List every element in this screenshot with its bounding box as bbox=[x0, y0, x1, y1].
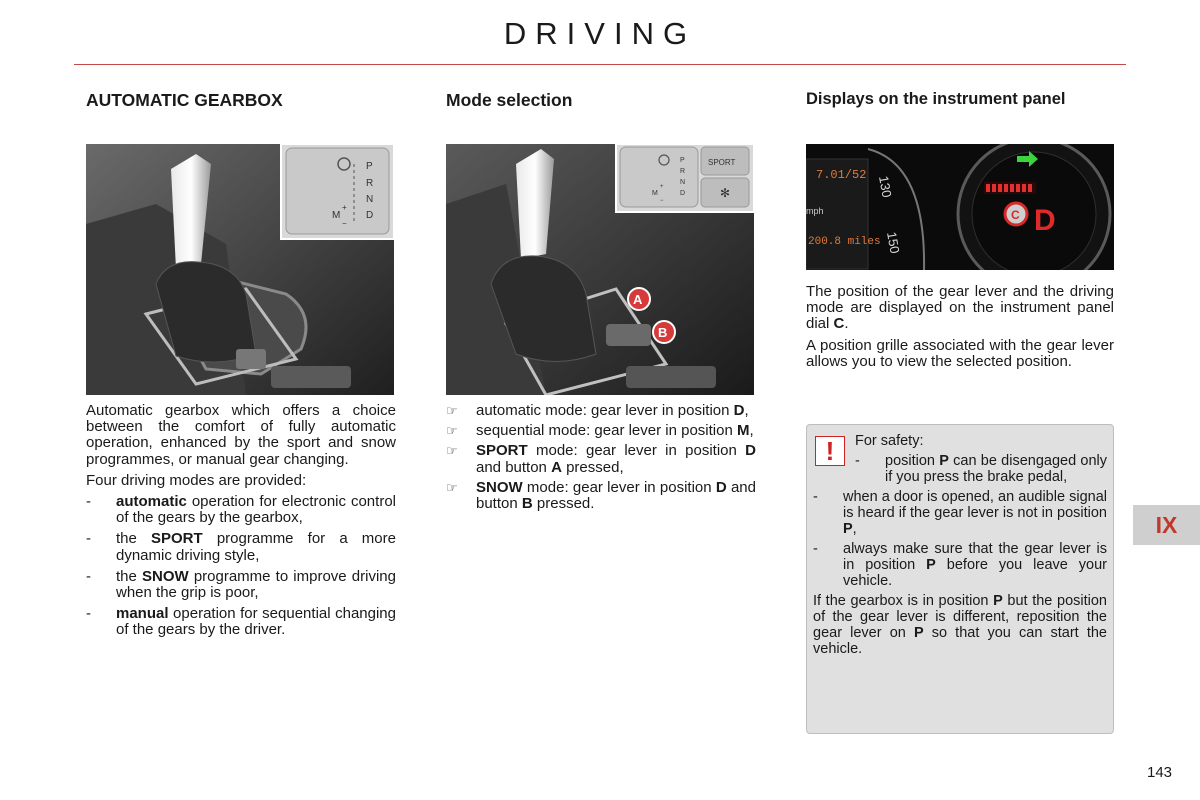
safety-list bbox=[813, 453, 1107, 589]
gear-lever-photo bbox=[86, 144, 394, 395]
instrument-panel-text bbox=[806, 284, 1114, 370]
gate-label-plus: + bbox=[342, 203, 347, 212]
mode-selection-text bbox=[446, 403, 756, 512]
column-instrument-panel bbox=[806, 90, 1114, 375]
gate-label-m: M bbox=[332, 210, 341, 221]
safety-intro: For safety: bbox=[855, 433, 924, 449]
page-title: DRIVING bbox=[503, 16, 697, 51]
dash-icon: - bbox=[86, 530, 91, 548]
gate-label-minus: − bbox=[660, 198, 664, 204]
list-item: - always make sure that the gear lever is in position P before you leave your vehicle. bbox=[813, 541, 1107, 589]
sport-button-label: SPORT bbox=[708, 158, 736, 167]
section-heading-automatic-gearbox: AUTOMATIC GEARBOX bbox=[86, 90, 283, 110]
modes-list bbox=[86, 494, 396, 639]
pointing-hand-icon: ☞ bbox=[446, 403, 458, 418]
gate-label-r: R bbox=[680, 168, 686, 175]
pointing-hand-icon: ☞ bbox=[446, 443, 458, 459]
instrument-panel-illustration bbox=[806, 144, 1114, 270]
title-rule bbox=[74, 64, 1126, 65]
gear-display: D bbox=[1034, 204, 1056, 237]
list-item: - manual operation for sequential changing of the gears by the driver. bbox=[86, 605, 396, 639]
gate-label-plus: + bbox=[660, 184, 664, 190]
odometer-trip: 7.01/52 bbox=[816, 168, 867, 182]
list-item: - the SNOW programme to improve driving when the grip is poor, bbox=[86, 567, 396, 602]
gate-label-n: N bbox=[366, 194, 374, 205]
gate-label-d: D bbox=[680, 190, 686, 197]
grille-paragraph: A position grille associated with the gear lever allows you to view the selected position. bbox=[806, 336, 1114, 370]
mode-list bbox=[446, 403, 756, 512]
safety-note: If the gearbox is in position P but the position of the gear lever is different, reposition the gear lever on P so that you can start the vehicle. bbox=[813, 593, 1107, 657]
speed-unit: mph bbox=[806, 206, 824, 216]
section-heading-instrument-panel: Displays on the instrument panel bbox=[806, 90, 1066, 108]
list-item: - position P can be disengaged only if you press the brake pedal, bbox=[855, 453, 1107, 485]
gate-label-r: R bbox=[366, 178, 374, 189]
page-number: 143 bbox=[1147, 764, 1173, 781]
dash-icon: - bbox=[855, 453, 860, 469]
gear-lever-illustration bbox=[86, 144, 394, 395]
modes-intro: Four driving modes are provided: bbox=[86, 471, 307, 489]
list-item: - automatic operation for electronic control of the gears by the gearbox, bbox=[86, 493, 396, 527]
snow-icon: ✻ bbox=[720, 186, 731, 200]
speed-label-130: 130 bbox=[876, 174, 895, 199]
mode-buttons-illustration bbox=[446, 144, 754, 395]
column-mode-selection bbox=[446, 90, 756, 516]
gate-label-m: M bbox=[652, 190, 658, 197]
marker-b: B bbox=[658, 325, 668, 340]
safety-warning-box bbox=[806, 424, 1114, 734]
gate-label-n: N bbox=[680, 179, 686, 186]
list-item: - when a door is opened, an audible signal is heard if the gear lever is not in position P, bbox=[813, 489, 1107, 537]
display-paragraph: The position of the gear lever and the driving mode are displayed on the instrument panel dial C. bbox=[806, 283, 1114, 333]
mode-buttons-photo bbox=[446, 144, 754, 395]
automatic-gearbox-text bbox=[86, 403, 396, 639]
gate-label-minus: − bbox=[342, 219, 347, 228]
warning-icon: ! bbox=[815, 436, 845, 466]
dash-icon: - bbox=[813, 541, 818, 557]
list-item: ☞ SPORT mode: gear lever in position D and button A pressed, bbox=[446, 442, 756, 476]
list-item: ☞ SNOW mode: gear lever in position D and button B pressed. bbox=[446, 478, 756, 513]
dash-icon: - bbox=[86, 493, 91, 511]
section-heading-mode-selection: Mode selection bbox=[446, 90, 573, 110]
chapter-tab: IX bbox=[1133, 505, 1200, 545]
intro-paragraph: Automatic gearbox which offers a choice between the comfort of fully automatic operation, enhanced by the sport and snow programmes, or manual gear changing. bbox=[86, 402, 396, 468]
pointing-hand-icon: ☞ bbox=[446, 423, 458, 439]
list-item: - the SPORT programme for a more dynamic driving style, bbox=[86, 530, 396, 564]
list-item: ☞ sequential mode: gear lever in position M, bbox=[446, 422, 754, 440]
marker-a: A bbox=[633, 292, 643, 307]
gate-label-d: D bbox=[366, 210, 374, 221]
speed-label-150: 150 bbox=[884, 230, 903, 255]
instrument-panel-photo bbox=[806, 144, 1114, 270]
pointing-hand-icon: ☞ bbox=[446, 479, 458, 495]
column-automatic-gearbox bbox=[86, 90, 396, 644]
gate-label-p: P bbox=[680, 157, 685, 164]
marker-c: C bbox=[1011, 208, 1020, 222]
dash-icon: - bbox=[86, 567, 91, 585]
dash-icon: - bbox=[813, 489, 818, 505]
odometer-total: 200.8 miles bbox=[808, 236, 881, 248]
dash-icon: - bbox=[86, 605, 91, 623]
gate-label-p: P bbox=[366, 161, 373, 172]
list-item: ☞ automatic mode: gear lever in position D, bbox=[446, 402, 749, 419]
